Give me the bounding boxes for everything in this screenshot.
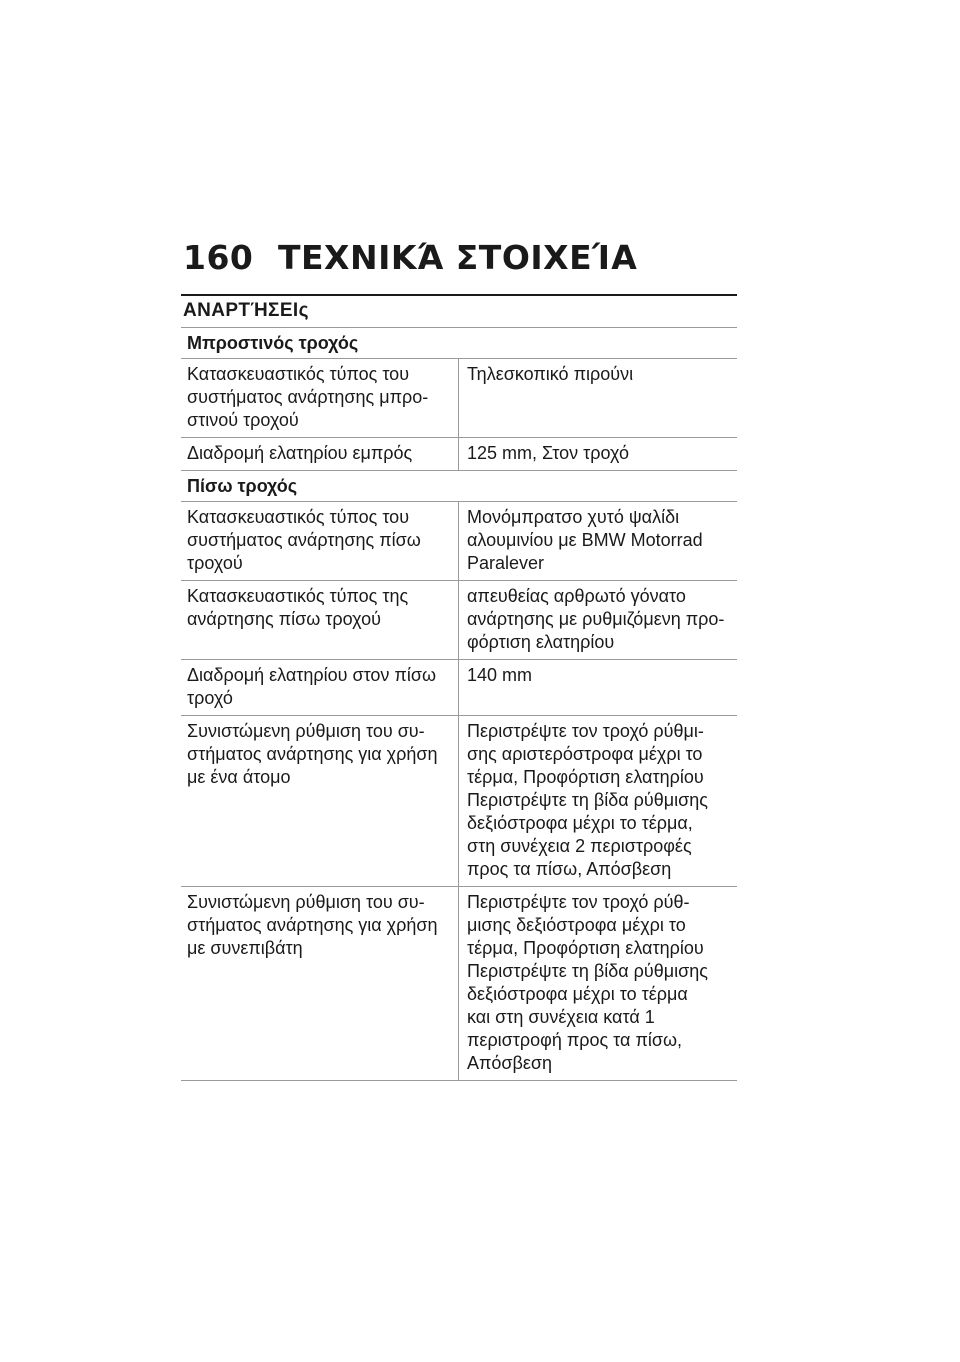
row-value (459, 502, 738, 581)
row-value-text: απευθείας αρθρωτό γόνατο ανάρτησης με ρυθμιζόμενη προ- φόρτιση ελατηρίου (467, 586, 725, 652)
row-label-text: Διαδρομή ελατηρίου στον πίσω τροχό (187, 665, 437, 708)
row-label-text: Συνιστώμενη ρύθμιση του συ- στήματος ανάρτησης για χρήση με ένα άτομο (187, 721, 438, 787)
row-value-text: Τηλεσκοπικό πιρούνι (467, 364, 634, 384)
suspension-spec-table (181, 327, 737, 1081)
row-value (459, 438, 738, 471)
row-value-text: Περιστρέψτε τον τροχό ρύθ- μισης δεξιόστροφα μέχρι το τέρμα, Προφόρτιση ελατηρίου Περιστρέψτε τη βίδα ρύθμισης δεξιόστροφα μέχρι το τέρμα και στη συνέχεια κατά 1 περιστροφή προς τα πίσω, Απόσβεση (467, 892, 708, 1073)
row-value (459, 887, 738, 1081)
table-row (181, 359, 737, 438)
row-label-text: Διαδρομή ελατηρίου εμπρός (187, 443, 413, 463)
row-label (181, 716, 459, 887)
table-row (181, 438, 737, 471)
row-value (459, 660, 738, 716)
row-value (459, 581, 738, 660)
table-row (181, 660, 737, 716)
table-row (181, 716, 737, 887)
row-label (181, 502, 459, 581)
row-value-text: Μονόμπρατσο χυτό ψαλίδι αλουμινίου με BMW Motorrad Paralever (467, 507, 703, 573)
chapter-title: ΤΕΧΝΙΚΆ ΣΤΟΙΧΕΊΑ (278, 238, 638, 277)
page-header (183, 238, 637, 282)
row-label (181, 359, 459, 438)
group-title-rear-wheel: Πίσω τροχός (181, 471, 737, 502)
group-title-front-wheel: Μπροστινός τροχός (181, 328, 737, 359)
row-label (181, 438, 459, 471)
row-label-text: Κατασκευαστικός τύπος της ανάρτησης πίσω τροχού (187, 586, 409, 629)
section-divider (181, 294, 737, 296)
row-label (181, 887, 459, 1081)
section-title: ΑΝΑΡΤΉΣΕΙς (183, 300, 309, 321)
row-label-text: Κατασκευαστικός τύπος του συστήματος ανάρτησης πίσω τροχού (187, 507, 421, 573)
table-group-header (181, 471, 737, 502)
row-value-text: Περιστρέψτε τον τροχό ρύθμι- σης αριστερόστροφα μέχρι το τέρμα, Προφόρτιση ελατηρίου Περιστρέψτε τη βίδα ρύθμισης δεξιόστροφα μέχρι το τέρμα, στη συνέχεια 2 περιστροφές προς τα πίσω, Απόσβεση (467, 721, 708, 879)
row-value-text: 140 mm (467, 665, 533, 685)
table-row (181, 887, 737, 1081)
table-row (181, 502, 737, 581)
row-value (459, 716, 738, 887)
row-label-text: Κατασκευαστικός τύπος του συστήματος ανάρτησης μπρο- στινού τροχού (187, 364, 429, 430)
row-value (459, 359, 738, 438)
page-number: 160 (183, 238, 254, 277)
row-label (181, 581, 459, 660)
row-label-text: Συνιστώμενη ρύθμιση του συ- στήματος ανάρτησης για χρήση με συνεπιβάτη (187, 892, 438, 958)
row-value-text: 125 mm, Στον τροχό (467, 443, 630, 463)
table-group-header (181, 328, 737, 359)
row-label (181, 660, 459, 716)
table-row (181, 581, 737, 660)
